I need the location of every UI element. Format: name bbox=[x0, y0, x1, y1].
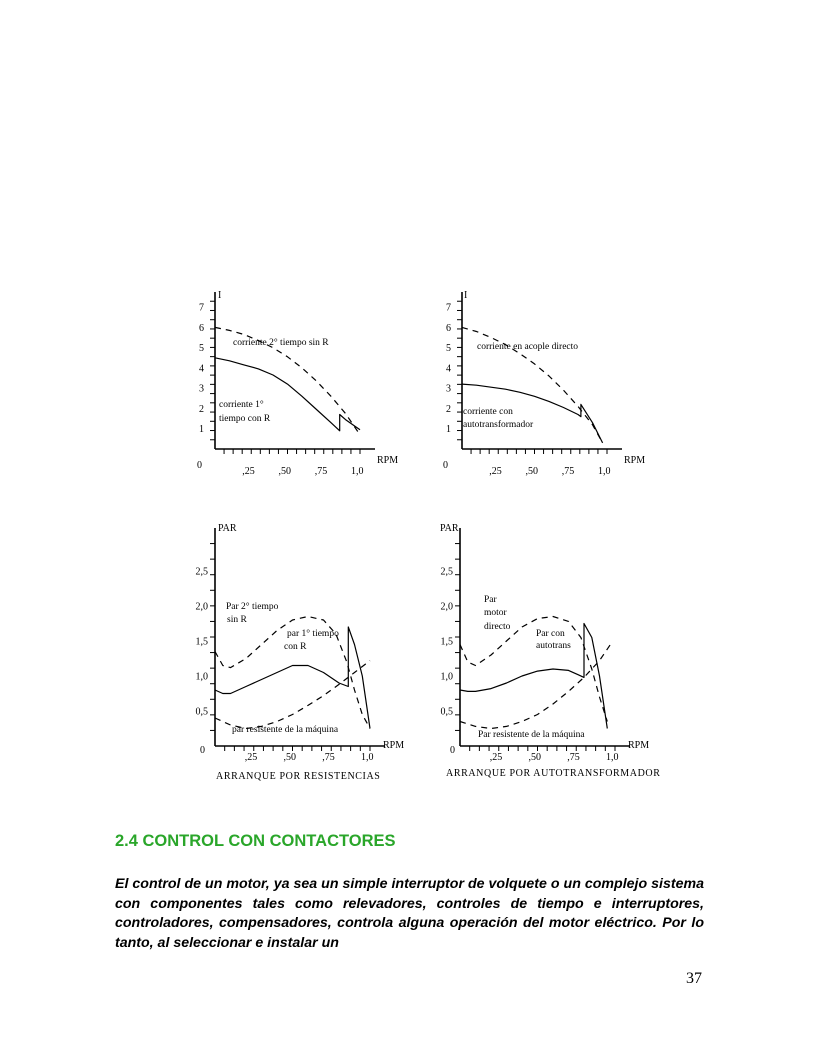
annotation-label: corriente en acople directo bbox=[477, 342, 579, 352]
x-axis-label: RPM bbox=[624, 455, 646, 466]
y-tick-label: 7 bbox=[446, 302, 451, 314]
chart-1 bbox=[197, 290, 398, 477]
annotation-label: tiempo con R bbox=[219, 414, 271, 424]
x-tick-label: ,50 bbox=[278, 466, 291, 477]
x-tick-label: 1,0 bbox=[598, 466, 611, 477]
chart-3 bbox=[196, 523, 405, 782]
x-tick-label: ,75 bbox=[561, 466, 575, 477]
y-tick-label: 1,5 bbox=[440, 636, 453, 648]
y-tick-label: 6 bbox=[199, 322, 204, 334]
x-tick-label: 1,0 bbox=[361, 752, 374, 763]
annotation-label: par 1° tiempo bbox=[287, 629, 339, 639]
annotation-label: sin R bbox=[227, 615, 247, 625]
origin-label: 0 bbox=[443, 460, 448, 471]
chart-2 bbox=[443, 290, 645, 477]
y-tick-label: 2,5 bbox=[440, 566, 453, 578]
annotation-label: motor bbox=[484, 608, 507, 618]
x-tick-label: ,50 bbox=[528, 752, 541, 763]
y-tick-label: 2,0 bbox=[195, 601, 208, 613]
y-tick-label: 1,0 bbox=[440, 671, 453, 683]
x-tick-label: ,25 bbox=[489, 752, 503, 763]
y-tick-label: 0,5 bbox=[195, 706, 208, 718]
origin-label: 0 bbox=[450, 745, 455, 756]
y-tick-label: 3 bbox=[446, 383, 451, 395]
chart-4 bbox=[440, 523, 661, 779]
y-tick-label: 4 bbox=[446, 363, 451, 375]
annotation-label: corriente con bbox=[463, 407, 513, 417]
page-number: 37 bbox=[686, 970, 702, 987]
annotation-label: Par resistente de la máquina bbox=[478, 730, 585, 740]
y-tick-label: 2,5 bbox=[195, 566, 208, 578]
y-tick-label: 2 bbox=[446, 403, 451, 415]
annotation-label: Par con bbox=[536, 629, 565, 639]
series-line-2 bbox=[460, 624, 607, 729]
x-tick-label: ,25 bbox=[244, 752, 258, 763]
x-tick-label: ,25 bbox=[489, 466, 502, 477]
y-tick-label: 1 bbox=[446, 424, 451, 436]
origin-label: 0 bbox=[200, 745, 205, 756]
y-tick-label: 1 bbox=[199, 424, 204, 436]
section-paragraph: El control de un motor, ya sea un simple interruptor de volquete o un complejo sistema con componentes tales como relevadores, controles de tiempo e interruptores, controladores, compensadores, controla alguna operación del motor eléctrico. Por lo tanto, al seleccionar e instalar un bbox=[115, 876, 704, 951]
y-axis-label: PAR bbox=[218, 523, 237, 534]
origin-label: 0 bbox=[197, 460, 202, 471]
x-axis-label: RPM bbox=[377, 455, 399, 466]
y-tick-label: 1,0 bbox=[195, 671, 208, 683]
annotation-label: directo bbox=[484, 622, 511, 632]
x-tick-label: ,25 bbox=[242, 466, 255, 477]
y-axis-label: PAR bbox=[440, 523, 459, 534]
annotation-label: autotrans bbox=[536, 641, 571, 651]
chart-caption: ARRANQUE POR RESISTENCIAS bbox=[216, 771, 381, 782]
annotation-label: autotransformador bbox=[463, 420, 534, 430]
y-tick-label: 7 bbox=[199, 302, 204, 314]
y-tick-label: 4 bbox=[199, 363, 204, 375]
section-heading: 2.4 CONTROL CON CONTACTORES bbox=[115, 832, 396, 850]
y-tick-label: 2,0 bbox=[440, 601, 453, 613]
chart-caption: ARRANQUE POR AUTOTRANSFORMADOR bbox=[446, 768, 661, 779]
annotation-label: corriente 2° tiempo sin R bbox=[233, 338, 329, 348]
y-axis-label: I bbox=[218, 290, 222, 301]
series-line-1 bbox=[460, 617, 607, 722]
annotation-label: par resistente de la máquina bbox=[232, 725, 339, 735]
y-tick-label: 5 bbox=[446, 343, 451, 355]
annotation-label: con R bbox=[284, 642, 307, 652]
annotation-label: corriente 1° bbox=[219, 400, 264, 410]
x-tick-label: ,75 bbox=[567, 752, 580, 763]
y-tick-label: 2 bbox=[199, 403, 204, 415]
x-axis-label: RPM bbox=[383, 740, 405, 751]
y-tick-label: 0,5 bbox=[440, 706, 453, 718]
annotation-label: Par bbox=[484, 595, 497, 605]
y-tick-label: 5 bbox=[199, 343, 204, 355]
x-axis-label: RPM bbox=[628, 740, 650, 751]
series-line-3 bbox=[215, 661, 370, 729]
x-tick-label: ,75 bbox=[314, 466, 328, 477]
x-tick-label: ,50 bbox=[525, 466, 538, 477]
y-axis-label: I bbox=[464, 290, 468, 301]
annotation-label: Par 2° tiempo bbox=[226, 602, 279, 612]
x-tick-label: 1,0 bbox=[351, 466, 364, 477]
y-tick-label: 3 bbox=[199, 383, 204, 395]
x-tick-label: 1,0 bbox=[606, 752, 619, 763]
y-tick-label: 6 bbox=[446, 322, 451, 334]
y-tick-label: 1,5 bbox=[195, 636, 208, 648]
x-tick-label: ,75 bbox=[322, 752, 335, 763]
x-tick-label: ,50 bbox=[283, 752, 296, 763]
